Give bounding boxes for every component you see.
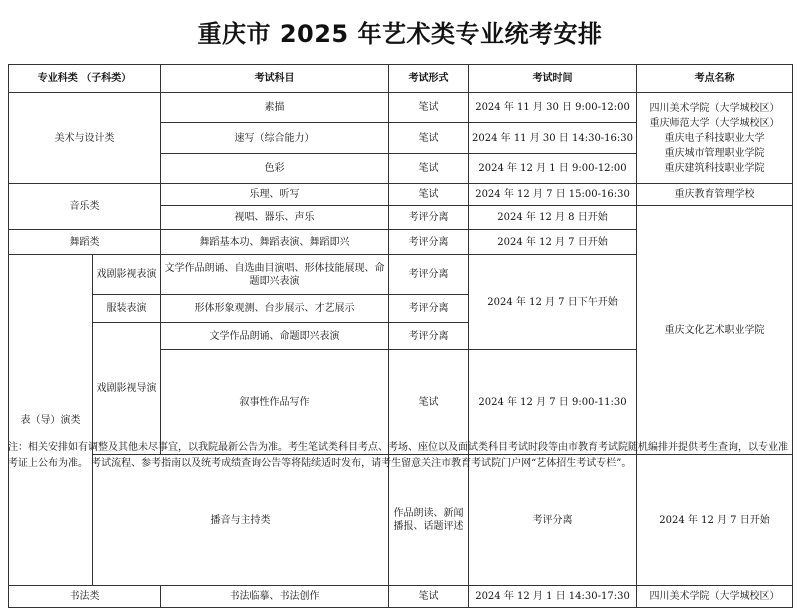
- category-art-design: 美术与设计类: [9, 93, 161, 184]
- venue-item: 重庆城市管理职业学院: [664, 147, 765, 159]
- time-cell-shared: 2024 年 12 月 7 日下午开始: [469, 255, 637, 350]
- form-cell: 考评分离: [389, 230, 469, 255]
- subject-cell: 形体形象观测、台步展示、才艺展示: [161, 295, 389, 323]
- form-cell: 笔试: [389, 586, 469, 608]
- table-row: [9, 586, 793, 608]
- table-row: [9, 184, 793, 206]
- time-cell: 2024 年 11 月 30 日 9:00-12:00: [469, 93, 637, 123]
- subject-cell: 叙事性作品写作: [161, 350, 389, 455]
- form-cell: 笔试: [389, 123, 469, 154]
- subject-cell: 乐理、听写: [161, 184, 389, 206]
- form-cell: 笔试: [389, 93, 469, 123]
- exam-schedule-table: [8, 64, 793, 608]
- time-cell: 2024 年 12 月 8 日开始: [469, 206, 637, 230]
- time-cell: 2024 年 12 月 1 日 14:30-17:30: [469, 586, 637, 608]
- table-row: [9, 455, 793, 586]
- subject-cell: 素描: [161, 93, 389, 123]
- subcategory-drama-performance: 戏剧影视表演: [93, 255, 161, 295]
- category-music: 音乐类: [9, 184, 161, 230]
- time-cell: 2024 年 12 月 7 日 15:00-16:30: [469, 184, 637, 206]
- venue-calligraphy: 四川美术学院（大学城校区）: [637, 586, 793, 608]
- time-cell: 2024 年 12 月 7 日 9:00-11:30: [469, 350, 637, 455]
- header-venue: 考点名称: [637, 65, 793, 93]
- form-cell: 考评分离: [389, 255, 469, 295]
- venue-item: 重庆建筑科技职业学院: [664, 162, 765, 174]
- category-calligraphy: 书法类: [9, 586, 161, 608]
- subject-cell: 视唱、器乐、声乐: [161, 206, 389, 230]
- form-cell: 笔试: [389, 184, 469, 206]
- form-cell: 笔试: [389, 350, 469, 455]
- header-form: 考试形式: [389, 65, 469, 93]
- subject-cell: 书法临摹、书法创作: [161, 586, 389, 608]
- subject-cell: 色彩: [161, 154, 389, 184]
- form-cell: 考评分离: [389, 323, 469, 350]
- venue-item: 重庆师范大学（大学城校区）: [649, 117, 780, 129]
- footnote: 注：相关安排如有调整及其他未尽事宜，以我院最新公告为准。考生笔试类科目考点、考场、座位以及面试类科目考试时段等由市教育考试院随机编排并提供考生查询，以专业准考证上公布为准。 考试流程、参考指南以及统考成绩查询公告等将陆续适时发布，请考生留意关注市教育考试院门户网“艺体招生考试专栏”。: [8, 442, 788, 469]
- header-row: [9, 65, 793, 93]
- venue-item: 重庆电子科技职业大学: [664, 132, 765, 144]
- subject-cell: 速写（综合能力）: [161, 123, 389, 154]
- category-performance: 表（导）演类: [9, 255, 93, 586]
- page-title: 重庆市 2025 年艺术类专业统考安排: [197, 20, 603, 48]
- form-cell: 考评分离: [389, 295, 469, 323]
- subcategory-costume: 服装表演: [93, 295, 161, 323]
- venue-arts-college: 重庆文化艺术职业学院: [637, 206, 793, 455]
- subject-cell: 作品朗读、新闻播报、话题评述: [389, 455, 469, 586]
- subject-cell: 舞蹈基本功、舞蹈表演、舞蹈即兴: [161, 230, 389, 255]
- venue-art-design: [637, 93, 793, 184]
- table-row: [9, 93, 793, 123]
- form-cell: 考评分离: [389, 206, 469, 230]
- subject-cell: 文学作品朗诵、自选曲目演唱、形体技能展现、命题即兴表演: [161, 255, 389, 295]
- category-dance: 舞蹈类: [9, 230, 161, 255]
- header-subject: 考试科目: [161, 65, 389, 93]
- time-cell: 2024 年 12 月 7 日开始: [469, 230, 637, 255]
- time-cell: 2024 年 12 月 1 日 9:00-12:00: [469, 154, 637, 184]
- header-time: 考试时间: [469, 65, 637, 93]
- venue-music: 重庆教育管理学校: [637, 184, 793, 206]
- venue-item: 四川美术学院（大学城校区）: [649, 102, 780, 114]
- subcategory-directing: 戏剧影视导演: [93, 323, 161, 455]
- form-cell: 考评分离: [469, 455, 637, 586]
- form-cell: 笔试: [389, 154, 469, 184]
- header-major: 专业科类 （子科类）: [9, 65, 161, 93]
- category-broadcast: 播音与主持类: [93, 455, 389, 586]
- time-cell: 2024 年 11 月 30 日 14:30-16:30: [469, 123, 637, 154]
- subject-cell: 文学作品朗诵、命题即兴表演: [161, 323, 389, 350]
- time-cell: 2024 年 12 月 7 日开始: [637, 455, 793, 586]
